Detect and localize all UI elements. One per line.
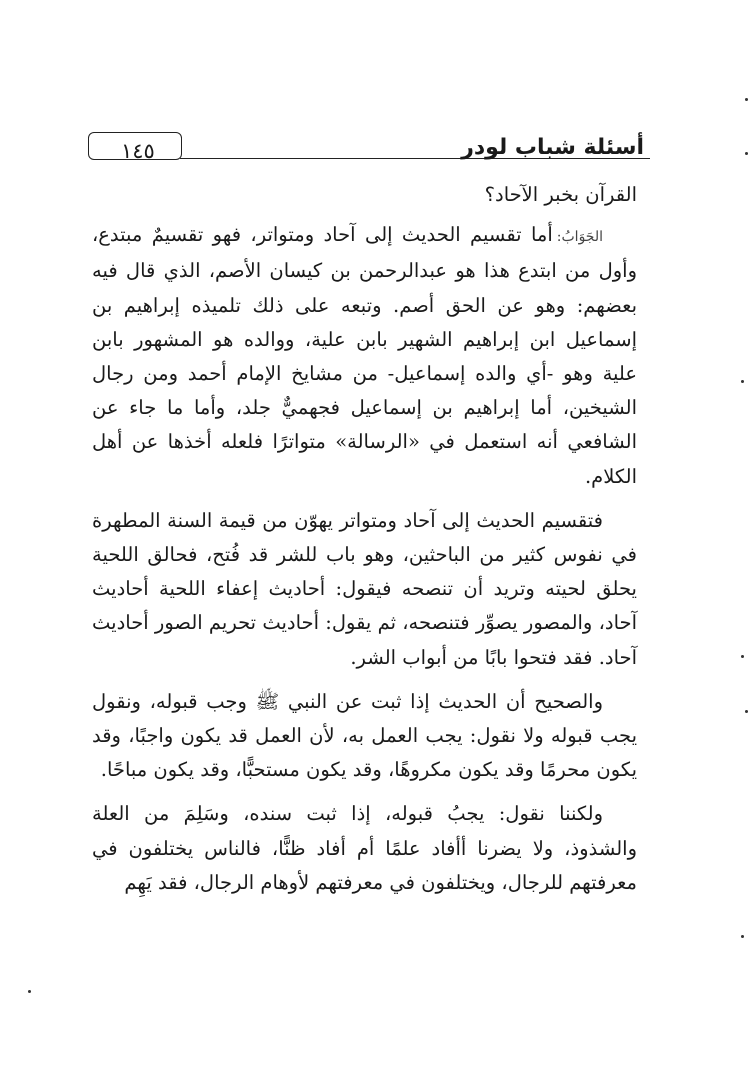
margin-mark — [28, 990, 31, 993]
paragraph-text: أما تقسيم الحديث إلى آحاد ومتواتر، فهو تقسيمٌ مبتدع، وأول من ابتدع هذا هو عبدالرحمن بن كيسان الأصم، الذي قال فيه بعضهم: وهو عن الحق أصم. وتبعه على ذلك تلميذه إبراهيم بن إسماعيل ابن إبراهيم الشهير بابن علية، ووالده هو المشهور بابن علية وهو -أي والده إسماعيل- من مشايخ الإمام أحمد ومن رجال الشيخين، أما إبراهيم بن إسماعيل فجهميٌّ جلد، وأما ما جاء عن الشافعي أنه استعمل في «الرسالة» متواترًا فلعله أخذها عن أهل الكلام. — [92, 223, 637, 488]
question-continuation: القرآن بخبر الآحاد؟ — [484, 183, 637, 206]
answer-label: الجَوَابُ: — [556, 229, 603, 246]
answer-paragraph — [92, 218, 637, 494]
margin-mark — [741, 380, 744, 383]
book-title: أسئلة شباب لودر — [461, 135, 644, 160]
margin-mark — [745, 152, 748, 155]
body-paragraph: والصحيح أن الحديث إذا ثبت عن النبي ﷺ وجب قبوله، ونقول يجب قبوله ولا نقول: يجب العمل به، لأن العمل قد يكون واجبًا، وقد يكون محرمًا وقد يكون مكروهًا، وقد يكون مستحبًّا، وقد يكون مباحًا. — [92, 689, 637, 782]
margin-mark — [745, 710, 748, 713]
margin-mark — [741, 655, 744, 658]
page-body — [92, 178, 637, 900]
margin-mark — [741, 935, 744, 938]
page-number: ١٤٥ — [121, 139, 155, 163]
page-number-frame — [88, 132, 182, 163]
margin-mark — [745, 98, 748, 101]
running-header — [88, 128, 650, 166]
body-paragraph: فتقسيم الحديث إلى آحاد ومتواتر يهوّن من قيمة السنة المطهرة في نفوس كثير من الباحثين، وهو باب للشر قد فُتح، فحالق اللحية يحلق لحيته وتريد أن تنصحه فيقول: أحاديث إعفاء اللحية أحاديث آحاد، والمصور يصوِّر فتنصحه، ثم يقول: أحاديث تحريم الصور أحاديث آحاد. فقد فتحوا بابًا من أبواب الشر. — [92, 508, 637, 669]
body-paragraph: ولكننا نقول: يجبُ قبوله، إذا ثبت سنده، وسَلِمَ من العلة والشذوذ، ولا يضرنا أأفاد علمًا أم أفاد ظنًّا، فالناس يختلفون في معرفتهم للرجال، ويختلفون في معرفتهم لأوهام الرجال، فقد يَهِم — [92, 802, 637, 894]
